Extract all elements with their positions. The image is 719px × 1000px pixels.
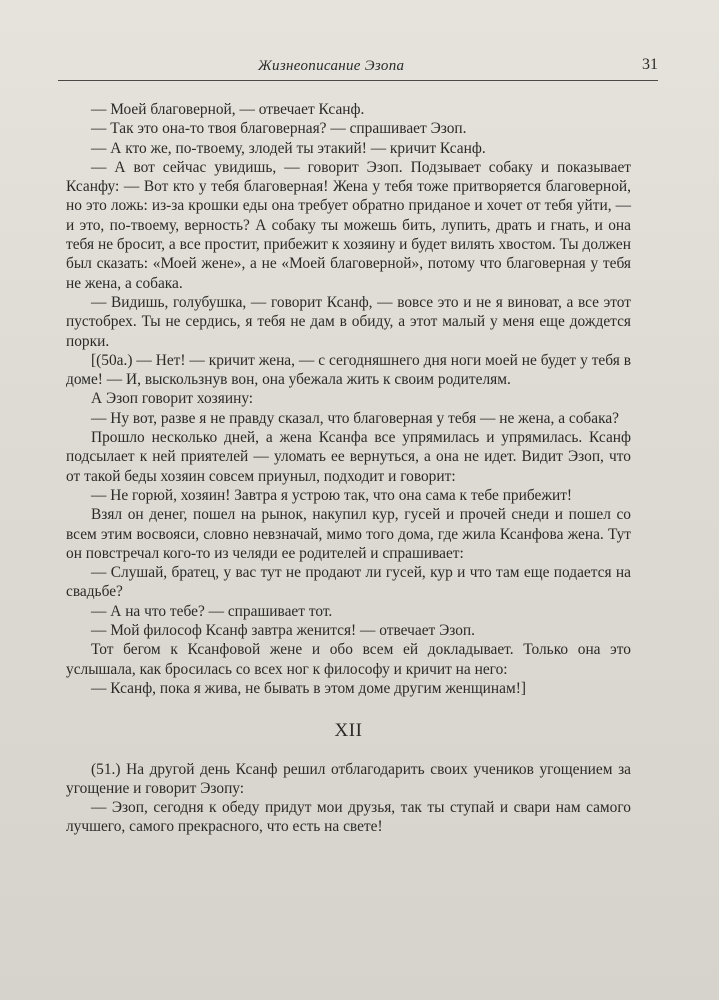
running-header — [58, 50, 658, 81]
paragraph: — Видишь, голубушка, — говорит Ксанф, — вовсе это и не я виноват, а все этот пустобрех. Ты не сердись, я тебя не дам в обиду, а этот малый у меня еще дождется порки. — [66, 293, 631, 350]
paragraph: — Эзоп, сегодня к обеду придут мои друзья, так ты ступай и свари нам самого лучшего, самого прекрасного, что есть на свете! — [66, 799, 631, 836]
paragraph: — Моей благоверной, — отвечает Ксанф. — [91, 101, 365, 118]
paragraph: — Слушай, братец, у вас тут не продают ли гусей, кур и что там еще подается на свадьбе? — [66, 564, 631, 601]
paragraph: — Так это она-то твоя благоверная? — спрашивает Эзоп. — [91, 120, 467, 138]
paragraph: — А кто же, по-твоему, злодей ты этакий! — кричит Ксанф. — [91, 139, 486, 157]
paragraph: — Ксанф, пока я жива, не бывать в этом доме другим женщинам!] — [91, 679, 526, 697]
paragraph: — Мой философ Ксанф завтра женится! — отвечает Эзоп. — [91, 622, 476, 640]
paragraph: — А на что тебе? — спрашивает тот. — [91, 602, 333, 620]
paragraph: — А вот сейчас увидишь, — говорит Эзоп. Подзывает собаку и показывает Ксанфу: — Вот кто у тебя благоверная! Жена у тебя тоже притворяется благоверной, но это ложь: из-за крошки еды она требует обратно приданое и хочет от тебя уйти, — и это, по-твоему, верность? А собаку ты можешь бить, лупить, драть и гнать, и она тебя не бросит, а все простит, прибежит к хозяину и будет вилять хвостом. Ты должен был сказать: «Моей жене», а не «Моей благоверной», потому что благоверная у тебя не жена, а собака. — [66, 158, 631, 292]
paragraph: — Не горюй, хозяин! Завтра я устрою так, что она сама к тебе прибежит! — [91, 486, 573, 504]
paragraph: — Ну вот, разве я не правду сказал, что благоверная у тебя — не жена, а собака? — [91, 409, 619, 427]
page-body — [66, 100, 631, 837]
section-heading: XII — [334, 720, 363, 742]
paragraph: [(50а.) — Нет! — кричит жена, — с сегодняшнего дня ноги моей не будет у тебя в доме! — И, выскользнув вон, она убежала жить к своим родителям. — [66, 351, 631, 389]
paragraph: А Эзоп говорит хозяину: — [91, 390, 254, 408]
paragraph: Прошло несколько дней, а жена Ксанфа все упрямилась и упрямилась. Ксанф подсылает к ней приятелей — уломать ее вернуться, а она не идет. Видит Эзоп, что от такой беды хозяин совсем приуныл, подходит и говорит: — [66, 429, 631, 485]
running-title: Жизнеописание Эзопа — [258, 58, 405, 74]
page-number: 31 — [642, 56, 658, 73]
paragraph: Взял он денег, пошел на рынок, накупил кур, гусей и прочей снеди и пошел со всем этим восвояси, словно невзначай, мимо того дома, где жила Ксанфова жена. Тут он повстречал кого-то из челяди ее родителей и спрашивает: — [66, 506, 631, 562]
paragraph: (51.) На другой день Ксанф решил отблагодарить своих учеников угощением за угощение и говорит Эзопу: — [66, 760, 631, 797]
paragraph: Тот бегом к Ксанфовой жене и обо всем ей докладывает. Только она это услышала, как бросилась со всех ног к философу и кричит на него: — [66, 641, 631, 678]
